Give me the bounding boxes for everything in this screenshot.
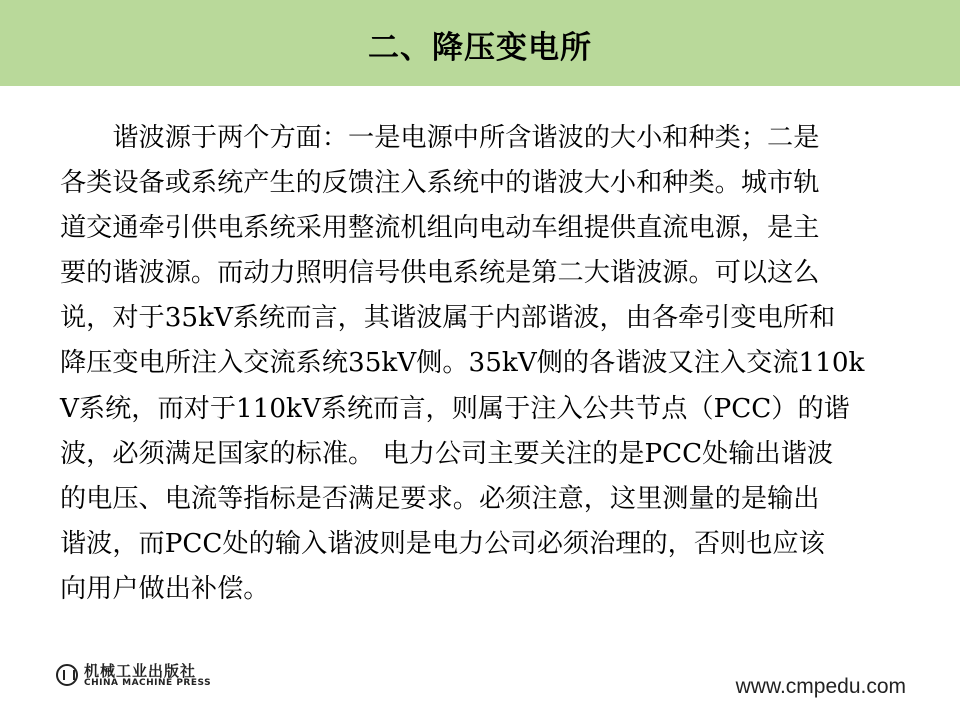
paragraph-line: 的电压、电流等指标是否满足要求。必须注意，这里测量的是输出 [60, 483, 820, 514]
paragraph-line: 说，对于35kV系统而言，其谐波属于内部谐波，由各牵引变电所和 [60, 303, 836, 334]
paragraph-line: 谐波源于两个方面：一是电源中所含谐波的大小和种类；二是 [60, 123, 820, 153]
paragraph-line: 向用户做出补偿。 [60, 573, 270, 604]
body-paragraph [60, 116, 900, 612]
paragraph-line: 波，必须满足国家的标准。 电力公司主要关注的是PCC处输出谐波 [60, 438, 834, 469]
publisher-name-cn: 机械工业出版社 [84, 662, 197, 680]
page-title: 二、降压变电所 [368, 30, 592, 66]
paragraph-line: 道交通牵引供电系统采用整流机组向电动车组提供直流电源，是主 [60, 213, 820, 244]
paragraph-line: V系统，而对于110kV系统而言，则属于注入公共节点（PCC）的谐 [60, 393, 850, 424]
paragraph-line: 各类设备或系统产生的反馈注入系统中的谐波大小和种类。城市轨 [60, 168, 820, 199]
paragraph-line: 谐波，而PCC处的输入谐波则是电力公司必须治理的，否则也应该 [60, 528, 825, 559]
publisher-logo [56, 660, 226, 696]
publisher-seal-icon [56, 664, 78, 686]
paragraph-line: 要的谐波源。而动力照明信号供电系统是第二大谐波源。可以这么 [60, 258, 820, 289]
paragraph-line: 降压变电所注入交流系统35kV侧。35kV侧的各谐波又注入交流110k [60, 348, 865, 379]
website-url[interactable]: www.cmpedu.com [735, 675, 906, 698]
publisher-name-en: CHINA MACHINE PRESS [84, 678, 212, 688]
